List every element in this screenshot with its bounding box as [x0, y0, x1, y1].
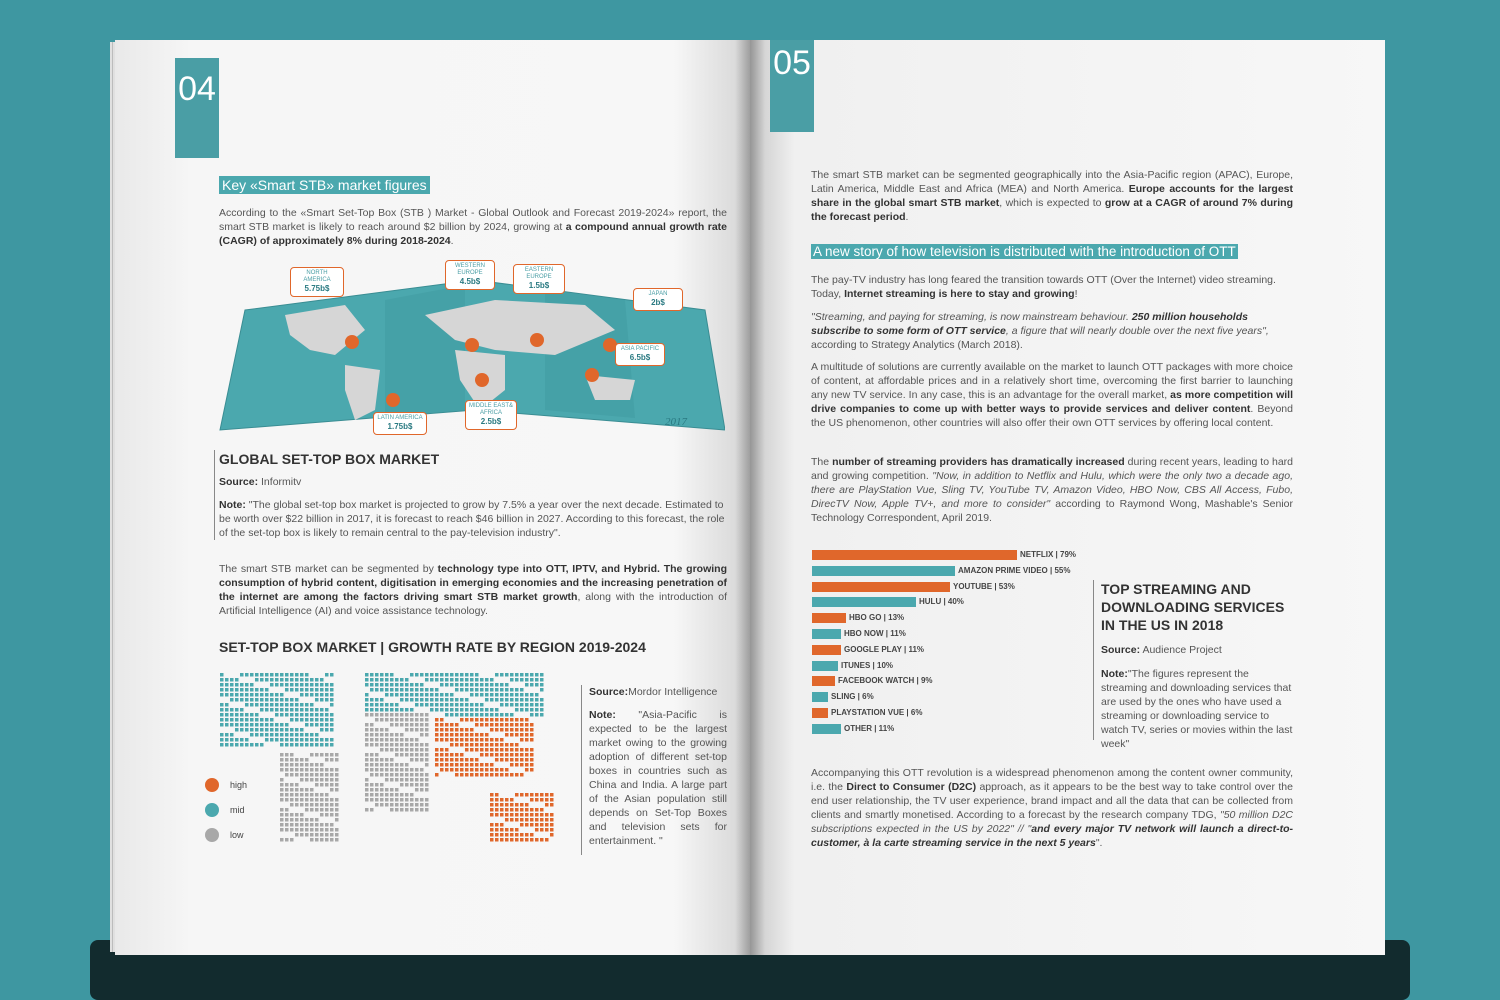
- bar-google-play: [812, 645, 841, 655]
- ott-quote: "Streaming, and paying for streaming, is now mainstream behaviour. 250 million households subscribe to some form of OTT service, a figure that will nearly double over the next five years", according to Strategy Analytics (March 2018).: [811, 311, 1269, 351]
- bar-youtube: [812, 582, 950, 592]
- note-divider: [581, 685, 582, 855]
- global-source: Source: Informitv: [219, 476, 302, 488]
- callout-western-europe: WESTERN EUROPE 4.5b$: [445, 260, 495, 290]
- callout-middle-east-africa: MIDDLE EAST& AFRICA 2.5b$: [465, 400, 517, 430]
- book-spine: [735, 40, 765, 955]
- bar-label: OTHER | 11%: [844, 723, 895, 733]
- streaming-bar-chart: [812, 550, 1102, 740]
- d2c-paragraph: Accompanying this OTT revolution is a widespread phenomenon among the content owner community, i.e. the Direct to Consumer (D2C) approach, as it appears to be the best way to take control over the end user relationship, the TV user experience, brand impact and all the data that can be collected from clients and smartly monetised. According to a forecast by the research company TDG, "50 million D2C subscriptions expected in the US by 2022" // "and every major TV network will launch a direct-to-customer, à la carte streaming service in the next 5 years".: [811, 767, 1294, 849]
- page-number-left: 04: [175, 58, 219, 158]
- legend-high-dot: [205, 778, 219, 792]
- bar-label: GOOGLE PLAY | 11%: [844, 644, 925, 654]
- intro-paragraph: According to the «Smart Set-Top Box (STB ) Market - Global Outlook and Forecast 2019-2024» report, the smart STB market is likely to reach around $2 billion by 2024, growing at a compound annual growth rate (CAGR) of approximately 8% during 2018-2024.: [219, 207, 727, 247]
- bar-label: SLING | 6%: [831, 692, 874, 702]
- page-number-right: 05: [770, 40, 814, 132]
- ott-paragraph-1: The pay-TV industry has long feared the transition towards OTT (Over the Internet) video streaming. Today, Internet streaming is here to stay and growing!: [811, 274, 1276, 300]
- bar-label: FACEBOOK WATCH | 9%: [838, 676, 933, 686]
- callout-asia-pacific: ASIA PACIFIC 6.5b$: [615, 343, 665, 366]
- chart-title: TOP STREAMING AND DOWNLOADING SERVICES IN THE US IN 2018: [1101, 581, 1285, 633]
- bar-other: [812, 724, 841, 734]
- left-page: [115, 40, 750, 955]
- legend-low: low: [230, 830, 244, 840]
- callout-latin-america: LATIN AMERICA 1.75b$: [373, 412, 427, 435]
- growth-note: Note: "Asia-Pacific is expected to be the largest market owing to the growing adoption of different set-top boxes in countries such as China and India. A large part of the Asian population still depends on Set-Top Boxes and television sets for entertainment. ": [589, 709, 727, 847]
- bar-label: ITUNES | 10%: [841, 660, 894, 670]
- bar-amazon-prime-video: [812, 566, 955, 576]
- segmentation-paragraph: The smart STB market can be segmented by technology type into OTT, IPTV, and Hybrid. The growing consumption of hybrid content, digitisation in emerging economies and the increasing penetration of the internet are among the factors driving smart STB market growth, along with the introduction of Artificial Intelligence (AI) and voice assistance technology.: [219, 563, 727, 617]
- bar-label: HBO NOW | 11%: [844, 629, 906, 638]
- legend-low-dot: [205, 828, 219, 842]
- legend-high: high: [230, 780, 248, 790]
- bar-hbo-go: [812, 613, 846, 623]
- ott-heading: A new story of how television is distributed with the introduction of OTT: [813, 244, 1236, 259]
- bar-label: AMAZON PRIME VIDEO | 55%: [958, 565, 1071, 575]
- bar-label: HULU | 40%: [919, 597, 964, 607]
- bar-label: HBO GO | 13%: [849, 613, 905, 623]
- chart-note: Note:"The figures represent the streaming and downloading services that are used by the ones who have used a streaming or downloading service to watch TV, series or movies within the last week": [1101, 668, 1293, 750]
- global-note: Note: "The global set-top box market is projected to grow by 7.5% a year over the next decade. Estimated to be worth over $22 billion in 2017, it is forecast to reach $46 billion in 2027. According to this forecast, the role of the set-top box is likely to remain central to the pay-television industry".: [219, 499, 725, 539]
- bar-label: NETFLIX | 79%: [1020, 550, 1077, 559]
- geo-paragraph: The smart STB market can be segmented geographically into the Asia-Pacific region (APAC), Europe, Latin America, Middle East and Africa (MEA) and North America. Europe accounts for the largest share in the global smart STB market, which is expected to grow at a CAGR of around 7% during the forecast period.: [811, 169, 1293, 223]
- legend-mid-dot: [205, 803, 219, 817]
- divider-line: [214, 450, 215, 540]
- callout-japan: JAPAN 2b$: [633, 288, 683, 311]
- global-heading: GLOBAL SET-TOP BOX MARKET: [219, 451, 440, 467]
- legend-mid: mid: [230, 805, 245, 815]
- right-page: [750, 40, 1385, 955]
- section-title: Key «Smart STB» market figures: [219, 176, 430, 194]
- bar-sling: [812, 692, 828, 702]
- growth-dot-map: [210, 668, 570, 858]
- bar-label: PLAYSTATION VUE | 6%: [831, 708, 923, 717]
- callout-eastern-europe: EASTERN EUROPE 1.5b$: [513, 264, 565, 294]
- bar-hulu: [812, 597, 916, 607]
- bar-label: YOUTUBE | 53%: [953, 581, 1015, 591]
- bar-netflix: [812, 550, 1017, 560]
- ott-paragraph-3: The number of streaming providers has dramatically increased during recent years, leading to hard and growing competition. "Now, in addition to Netflix and Hulu, which were the only two a decade ago, there are PlayStation Vue, Sling TV, YouTube TV, Amazon Video, HBO Now, CBS All Access, Fubo, DirecTV Now, Apple TV+, and more to consider" according to Raymond Wong, Mashable's Senior Technology Correspondent, April 2019.: [811, 456, 1294, 524]
- bar-hbo-now: [812, 629, 841, 639]
- growth-heading: SET-TOP BOX MARKET | GROWTH RATE BY REGION 2019-2024: [219, 639, 646, 655]
- chart-source: Source: Audience Project: [1101, 644, 1222, 656]
- growth-source: Source:Mordor Intelligence: [589, 686, 718, 698]
- callout-north-america: NORTH AMERICA 5.75b$: [290, 267, 344, 297]
- chart-divider: [1093, 580, 1094, 740]
- bar-facebook-watch: [812, 676, 835, 686]
- bar-playstation-vue: [812, 708, 828, 718]
- bar-itunes: [812, 661, 838, 671]
- ott-paragraph-2: A multitude of solutions are currently available on the market to launch OTT packages with more choice of content, at affordable prices and in a relatively short time, overcoming the first barrier to launching any new TV service. In any case, this is an advantage for the overall market, as more competition will drive companies to come up with better ways to provide services and deliver content. Beyond the US phenomenon, other countries will also offer their own OTT services by offering local content.: [811, 361, 1293, 429]
- map-year: 2017: [665, 416, 687, 428]
